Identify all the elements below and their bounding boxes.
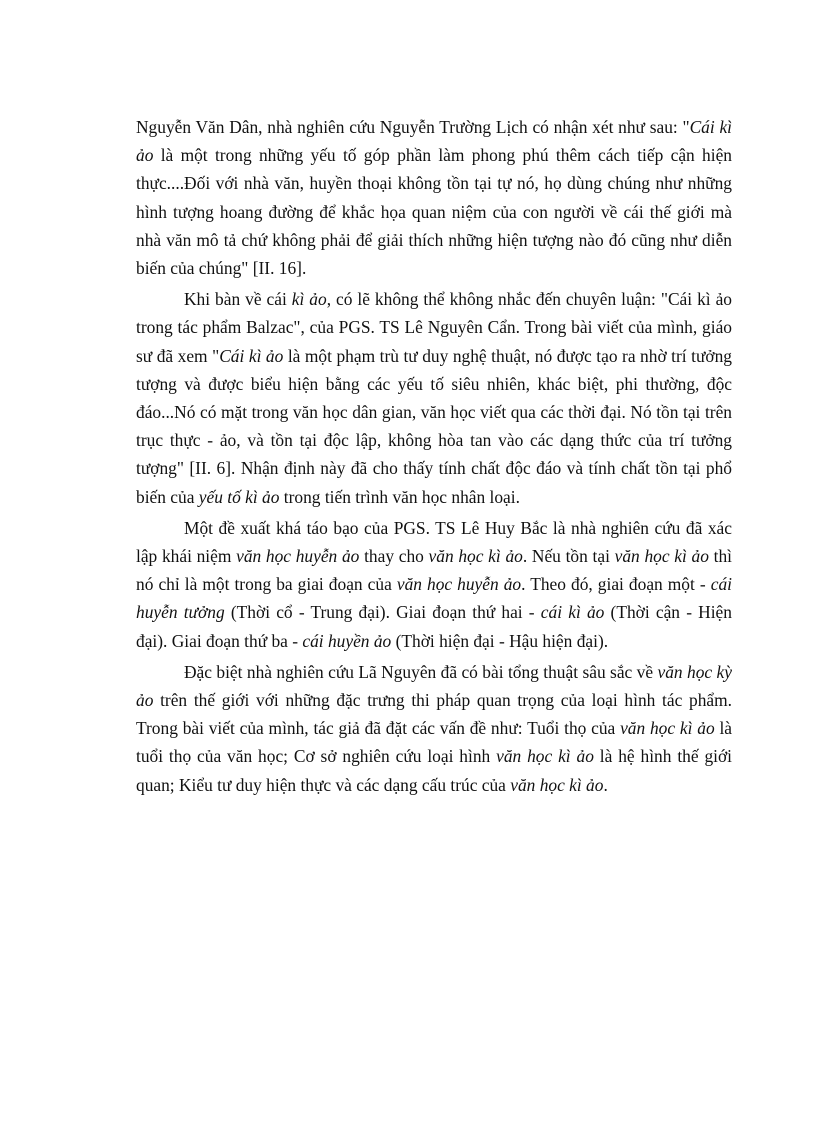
paragraph-4 (136, 658, 732, 799)
text-span: (Thời cổ - Trung đại). Giai đoạn thứ hai - (224, 602, 541, 623)
text-span: thay cho (359, 546, 429, 567)
body-text (136, 113, 732, 802)
text-span: thì nó chỉ là một trong ba giai đoạn của (136, 546, 732, 595)
text-span: Nguyễn Văn Dân, nhà nghiên cứu Nguyễn Trường Lịch có nhận xét như sau: " (136, 117, 690, 137)
italic-text-span: văn học huyễn ảo (236, 546, 360, 567)
text-span: Đặc biệt nhà nghiên cứu Lã Nguyên đã có bài tổng thuật sâu sắc về (184, 661, 658, 682)
text-span: , có lẽ không thể không nhắc đến chuyên luận: "Cái kì ảo trong tác phẩm Balzac", của PGS. TS Lê Nguyên Cẩn. Trong bài viết của mình, giáo sư đã xem " (136, 289, 732, 366)
italic-text-span: văn học kỳ ảo (136, 661, 732, 711)
italic-text-span: Cái kì ảo (136, 117, 732, 166)
text-span: (Thời cận - Hiện đại). Giai đoạn thứ ba - (136, 602, 732, 651)
text-span: (Thời hiện đại - Hậu hiện đại). (391, 630, 609, 651)
text-span: . Theo đó, giai đoạn một - (521, 574, 711, 595)
text-span: là hệ hình thế giới quan; Kiểu tư duy hiện thực và các dạng cấu trúc của (136, 746, 733, 795)
paragraph-1 (136, 113, 732, 282)
text-span: . (603, 774, 608, 795)
italic-text-span: văn học kì ảo (614, 546, 709, 567)
text-span: là một phạm trù tư duy nghệ thuật, nó được tạo ra nhờ trí tưởng tượng và được biểu hiện bằng các yếu tố siêu nhiên, khác biệt, phi thường, độc đáo...Nó có mặt trong văn học dân gian, văn học viết qua các thời đại. Nó tồn tại trên trục thực - ảo, và tồn tại độc lập, không hòa tan vào các dạng thức của trí tưởng tượng" [II. 6]. Nhận định này đã cho thấy tính chất độc đáo và tính chất tồn tại phổ biến của (136, 345, 732, 507)
paragraph-3 (136, 514, 732, 655)
italic-text-span: văn học kì ảo (510, 774, 604, 795)
italic-text-span: văn học kì ảo (620, 718, 715, 739)
italic-text-span: văn học kì ảo (496, 746, 594, 767)
text-span: . Nếu tồn tại (522, 546, 615, 567)
text-span: Khi bàn về cái (184, 289, 292, 310)
text-span: là tuổi thọ của văn học; Cơ sở nghiên cứu loại hình (136, 718, 733, 767)
italic-text-span: cái huyễn tưởng (136, 574, 732, 623)
italic-text-span: văn học huyễn ảo (396, 574, 522, 595)
text-span: trong tiến trình văn học nhân loại. (279, 486, 520, 507)
text-span: Một đề xuất khá táo bạo của PGS. TS Lê Huy Bắc là nhà nghiên cứu đã xác lập khái niệm (136, 517, 732, 567)
italic-text-span: cái kì ảo (540, 602, 605, 623)
paragraph-2 (136, 285, 732, 511)
text-span: là một trong những yếu tố góp phần làm phong phú thêm cách tiếp cận hiện thực....Đối với nhà văn, huyền thoại không tồn tại tự nó, họ dùng chúng như những hình tượng hoang đường để khắc họa quan niệm của con người về cái thế giới mà nhà văn mô tả chứ không phải để giải thích những hiện tượng nào đó cũng như diễn biến của chúng" [II. 16]. (136, 145, 732, 279)
text-span: trên thế giới với những đặc trưng thi pháp quan trọng của loại hình tác phẩm. Trong bài viết của mình, tác giả đã đặt các vấn đề như: Tuổi thọ của (136, 690, 732, 739)
italic-text-span: Cái kì ảo (219, 345, 284, 366)
italic-text-span: kì ảo (291, 289, 327, 310)
italic-text-span: yếu tố kì ảo (198, 486, 280, 507)
italic-text-span: văn học kì ảo (428, 546, 523, 567)
italic-text-span: cái huyền ảo (302, 630, 392, 651)
